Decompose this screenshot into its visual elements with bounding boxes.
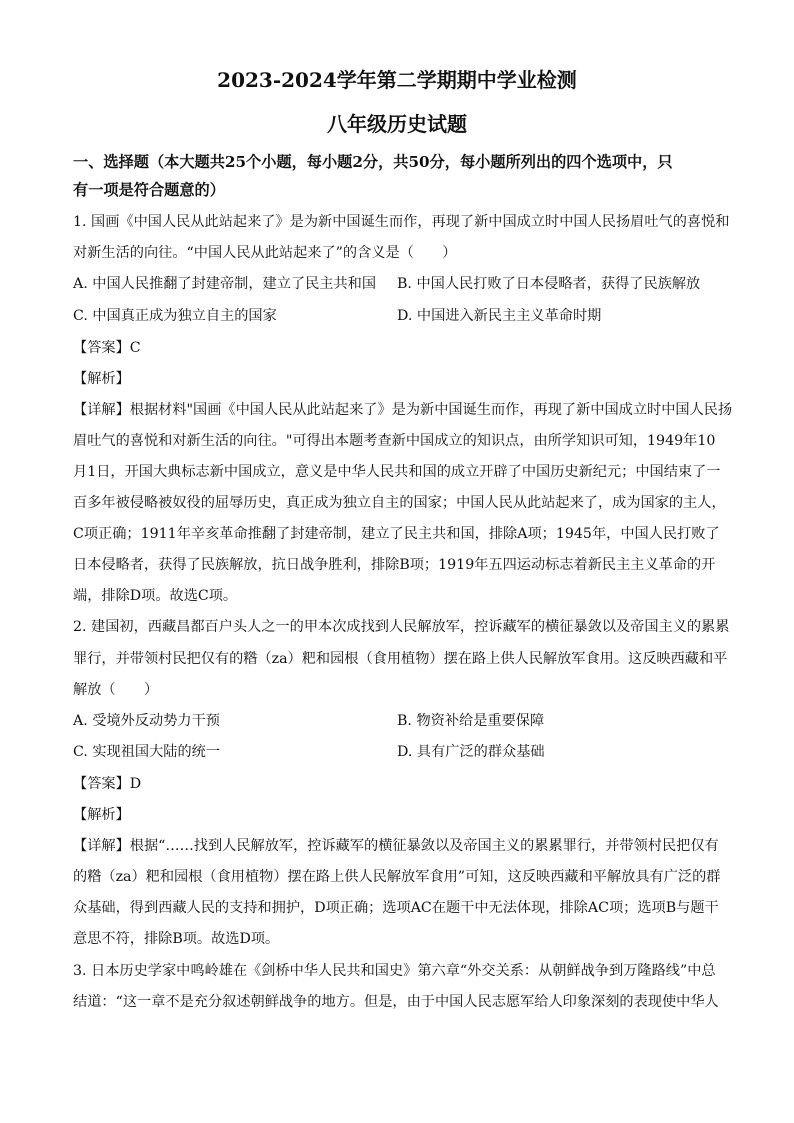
question-2-detail-line-3: 众基础，得到西藏人民的支持和拥护，D项正确；选项AC在题干中无法体现，排除AC项；选项B与题干 — [73, 900, 719, 916]
question-2-detail-line-4: 意思不符，排除B项。故选D项。 — [73, 931, 280, 947]
question-2-stem-line-1: 2. 建国初，西藏昌都百户头人之一的甲本次成找到人民解放军，控诉藏军的横征暴敛以及帝国主义的累累 — [73, 619, 730, 635]
exam-title: 2023-2024学年第二学期期中学业检测 — [217, 68, 577, 92]
question-1-option-d: D. 中国进入新民主主义革命时期 — [397, 308, 602, 324]
exam-subtitle: 八年级历史试题 — [327, 112, 467, 136]
question-2-stem-line-2: 罪行，并带领村民把仅有的糌（za）粑和园根（食用植物）摆在路上供人民解放军食用。这反映西藏和平 — [73, 651, 728, 667]
question-1-detail-line-5: C项正确；1911年辛亥革命推翻了封建帝制，建立了民主共和国，排除A项；1945年，中国人民打败了 — [73, 526, 720, 542]
question-1-detail-line-6: 日本侵略者，获得了民族解放，抗日战争胜利，排除B项；1919年五四运动标志着新民主主义革命的开 — [73, 557, 716, 573]
question-2-option-d: D. 具有广泛的群众基础 — [397, 744, 545, 760]
question-2-detail-line-1: 【详解】根据“……找到人民解放军，控诉藏军的横征暴敛以及帝国主义的累累罪行，并带领村民把仅有 — [73, 838, 719, 854]
question-1-detail-line-2: 眉吐气的喜悦和对新生活的向往。"可得出本题考查新中国成立的知识点，由所学知识可知，1949年10 — [73, 433, 716, 449]
question-1-answer: 【答案】C — [73, 340, 141, 356]
question-1-detail-line-3: 月1日，开国大典标志新中国成立，意义是中华人民共和国的成立开辟了中国历史新纪元；中国结束了一 — [73, 464, 721, 480]
question-3-stem-line-1: 3. 日本历史学家中鸣岭雄在《剑桥中华人民共和国史》第六章“外交关系：从朝鲜战争到万隆路线”中总 — [73, 963, 716, 979]
question-2-detail-line-2: 的糌（za）粑和园根（食用植物）摆在路上供人民解放军食用”可知，这反映西藏和平解放具有广泛的群 — [73, 869, 721, 885]
question-1-stem-line-1: 1. 国画《中国人民从此站起来了》是为新中国诞生而作，再现了新中国成立时中国人民扬眉吐气的喜悦和 — [73, 214, 730, 230]
question-2-option-c: C. 实现祖国大陆的统一 — [73, 744, 221, 760]
question-1-detail-line-4: 百多年被侵略被奴役的屈辱历史，真正成为独立自主的国家；中国人民从此站起来了，成为国家的主人， — [73, 495, 726, 511]
section-heading-line-1: 一、选择题（本大题共25个小题，每小题2分，共50分，每小题所列出的四个选项中，只 — [73, 153, 673, 171]
question-1-analysis-label: 【解析】 — [73, 371, 130, 387]
question-1-detail-line-1: 【详解】根据材料"国画《中国人民从此站起来了》是为新中国诞生而作，再现了新中国成立时中国人民扬 — [73, 402, 733, 418]
question-2-analysis-label: 【解析】 — [73, 807, 130, 823]
question-1-stem-line-2: 对新生活的向往。“中国人民从此站起来了”的含义是（ ） — [73, 245, 457, 261]
question-1-option-a: A. 中国人民推翻了封建帝制，建立了民主共和国 — [73, 276, 377, 292]
question-3-stem-line-2: 结道：“这一章不是充分叙述朝鲜战争的地方。但是，由于中国人民志愿军给人印象深刻的表现使中华人 — [73, 994, 719, 1010]
question-2-answer: 【答案】D — [73, 776, 142, 792]
question-1-option-c: C. 中国真正成为独立自主的国家 — [73, 308, 277, 324]
question-1-detail-line-7: 端，排除D项。故选C项。 — [73, 588, 238, 604]
question-2-stem-line-3: 解放（ ） — [73, 682, 159, 698]
question-2-option-a: A. 受境外反动势力干预 — [73, 713, 220, 729]
question-2-option-b: B. 物资补给是重要保障 — [397, 713, 545, 729]
section-heading-line-2: 有一项是符合题意的） — [73, 181, 225, 199]
question-1-option-b: B. 中国人民打败了日本侵略者，获得了民族解放 — [397, 276, 701, 292]
